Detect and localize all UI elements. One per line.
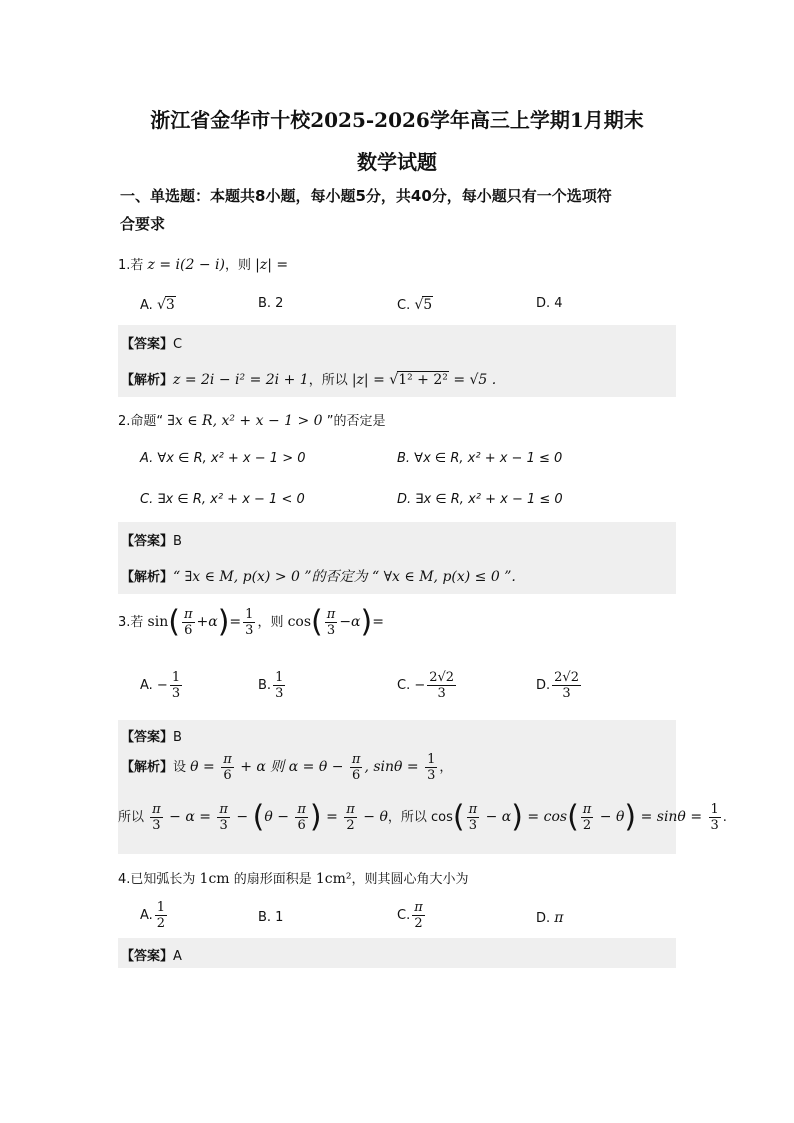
q4-answer: 【答案】A xyxy=(121,949,182,964)
q3-option-d: D. $\frac{2√2}{3}$ xyxy=(536,670,579,701)
q1-answer-box xyxy=(118,325,676,397)
q3-option-b: B. $\frac{1}{3}$ xyxy=(258,670,284,701)
question-2: 2.命题“ ∃x ∈ R, x² + x − 1 > 0 ”的否定是 xyxy=(118,413,386,429)
q3-analysis-line-2: 所以 $\frac{\pi}{3}$ − α = $\frac{\pi}{3}$ − (θ − $\frac{\pi}{6}$ ) = $\frac{\pi}{2}$ − θ，所以 cos( $\frac{\pi}{3}$ − α) = cos( $\frac{\pi}{2}$ − θ) = sinθ = $\frac{1}{3}$ . xyxy=(118,799,727,835)
q2-option-d: D. ∃x ∈ R, x² + x − 1 ≤ 0 xyxy=(397,492,563,507)
q2-analysis: 【解析】“ ∃x ∈ M, p(x) > 0 ”的否定为 “ ∀x ∈ M, p(x) ≤ 0 ”. xyxy=(121,569,516,585)
q1-option-d: D. 4 xyxy=(536,296,563,311)
q2-option-b: B. ∀x ∈ R, x² + x − 1 ≤ 0 xyxy=(397,451,563,466)
q2-option-c: C. ∃x ∈ R, x² + x − 1 < 0 xyxy=(140,492,305,507)
exam-subtitle: 数学试题 xyxy=(357,150,437,174)
question-3: 3.若 sin( $\frac{\pi}{6}$ +α)= $\frac{1}{3}$ ，则 cos( $\frac{\pi}{3}$ −α)= xyxy=(118,604,384,640)
question-1: 1.若 z = i(2 − i)，则 |z| = xyxy=(118,257,289,273)
q3-answer: 【答案】B xyxy=(121,730,182,745)
q1-option-c: C. √5 xyxy=(397,297,433,313)
q4-option-d: D. π xyxy=(536,910,564,926)
q2-answer-box xyxy=(118,522,676,594)
q4-answer-box xyxy=(118,938,676,968)
q3-option-c: C. − $\frac{2√2}{3}$ xyxy=(397,670,455,701)
question-4: 4.已知弧长为 1cm 的扇形面积是 1cm²，则其圆心角大小为 xyxy=(118,871,469,887)
q3-analysis-line-1: 【解析】设 θ = $\frac{\pi}{6}$ + α 则 α = θ − $\frac{\pi}{6}$ , sinθ = $\frac{1}{3}$ ， xyxy=(121,752,453,783)
q1-answer: 【答案】C xyxy=(121,337,183,352)
q2-option-a: A. ∀x ∈ R, x² + x − 1 > 0 xyxy=(140,451,306,466)
q2-answer: 【答案】B xyxy=(121,534,182,549)
q1-option-a: A. √3 xyxy=(140,297,175,313)
q4-option-c: C. $\frac{\pi}{2}$ xyxy=(397,900,423,931)
q3-option-a: A. − $\frac{1}{3}$ xyxy=(140,670,181,701)
q4-option-b: B. 1 xyxy=(258,910,284,925)
section-heading: 一、单选题：本题共8小题，每小题5分，共40分，每小题只有一个选项符 合要求 xyxy=(120,187,612,233)
q4-option-a: A. $\frac{1}{2}$ xyxy=(140,900,166,931)
q1-option-b: B. 2 xyxy=(258,296,284,311)
q3-answer-box xyxy=(118,720,727,854)
exam-title: 浙江省金华市十校2025-2026学年高三上学期1月期末 xyxy=(150,108,644,132)
q1-analysis: 【解析】z = 2i − i² = 2i + 1，所以 |z| = √1² + 2² = √5 . xyxy=(121,372,497,388)
